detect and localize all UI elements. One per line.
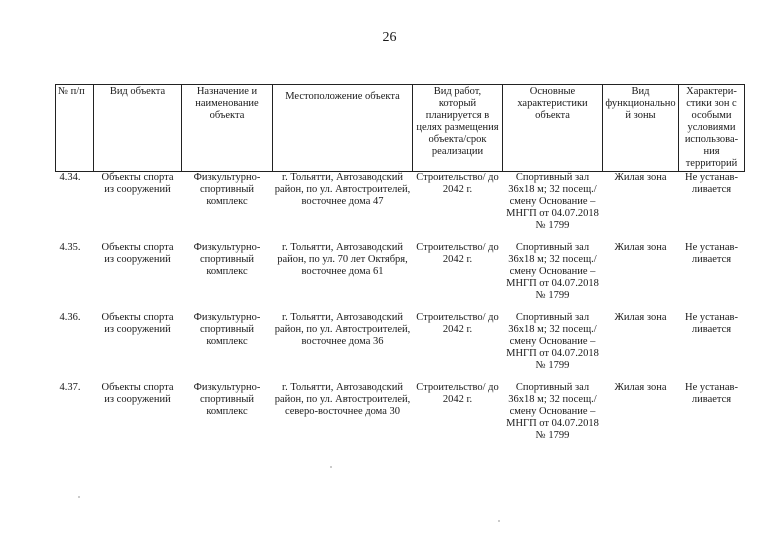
cell-purpose: Физкультурно-спортивный комплекс bbox=[193, 312, 261, 347]
cell-location: г. Тольятти, Автозаводский район, по ул. Автостроителей, восточнее дома 47 bbox=[274, 172, 411, 207]
cell-location: г. Тольятти, Автозаводский район, по ул. Автостроителей, восточнее дома 36 bbox=[274, 312, 411, 347]
cell-special-zones: Не устанав-ливается bbox=[685, 312, 738, 335]
table-header-row bbox=[56, 85, 745, 172]
cell-characteristics: Спортивный зал 36х18 м; 32 посещ./смену Основание – МНГП от 04.07.2018 № 1799 bbox=[506, 242, 599, 301]
cell-works: Строительство/ до 2042 г. bbox=[416, 382, 499, 405]
cell-zone: Жилая зона bbox=[614, 382, 667, 393]
cell-object-type: Объекты спорта из сооружений bbox=[101, 312, 174, 335]
table-row bbox=[56, 382, 745, 452]
table-row bbox=[56, 312, 745, 382]
cell-characteristics: Спортивный зал 36х18 м; 32 посещ./смену Основание – МНГП от 04.07.2018 № 1799 bbox=[506, 172, 599, 231]
cell-location: г. Тольятти, Автозаводский район, по ул. Автостроителей, северо-восточнее дома 30 bbox=[274, 382, 411, 417]
scan-speck bbox=[330, 466, 332, 468]
cell-object-type: Объекты спорта из сооружений bbox=[101, 382, 174, 405]
cell-works: Строительство/ до 2042 г. bbox=[416, 172, 499, 195]
cell-special-zones: Не устанав-ливается bbox=[685, 382, 738, 405]
header-characteristics: Основные характеристики объекта bbox=[503, 85, 603, 172]
cell-works: Строительство/ до 2042 г. bbox=[416, 242, 499, 265]
cell-number: 4.36. bbox=[59, 312, 81, 323]
scan-speck bbox=[78, 496, 80, 498]
cell-purpose: Физкультурно-спортивный комплекс bbox=[193, 382, 261, 417]
cell-number: 4.37. bbox=[59, 382, 81, 393]
table-row bbox=[56, 242, 745, 312]
cell-location: г. Тольятти, Автозаводский район, по ул. 70 лет Октября, восточнее дома 61 bbox=[277, 242, 408, 277]
cell-purpose: Физкультурно-спортивный комплекс bbox=[193, 172, 261, 207]
cell-characteristics: Спортивный зал 36х18 м; 32 посещ./смену Основание – МНГП от 04.07.2018 № 1799 bbox=[506, 382, 599, 441]
cell-object-type: Объекты спорта из сооружений bbox=[101, 242, 174, 265]
cell-number: 4.35. bbox=[59, 242, 81, 253]
header-special-zones: Характери-стики зон с особыми условиями использова-ния территорий bbox=[679, 85, 745, 172]
objects-table bbox=[55, 84, 745, 452]
cell-special-zones: Не устанав-ливается bbox=[685, 242, 738, 265]
cell-works: Строительство/ до 2042 г. bbox=[416, 312, 499, 335]
header-works: Вид работ, который планируется в целях размещения объекта/срок реализации bbox=[413, 85, 503, 172]
table-row bbox=[56, 172, 745, 243]
cell-purpose: Физкультурно-спортивный комплекс bbox=[193, 242, 261, 277]
header-object-type: Вид объекта bbox=[94, 85, 182, 172]
cell-zone: Жилая зона bbox=[614, 242, 667, 253]
scan-speck bbox=[498, 520, 500, 522]
header-number: № п/п bbox=[56, 85, 94, 172]
cell-number: 4.34. bbox=[59, 172, 81, 183]
cell-zone: Жилая зона bbox=[614, 312, 667, 323]
cell-characteristics: Спортивный зал 36х18 м; 32 посещ./смену Основание – МНГП от 04.07.2018 № 1799 bbox=[506, 312, 599, 371]
header-location: Местоположение объекта bbox=[273, 85, 413, 172]
cell-special-zones: Не устанав-ливается bbox=[685, 172, 738, 195]
page-number: 26 bbox=[382, 30, 397, 45]
cell-zone: Жилая зона bbox=[614, 172, 667, 183]
header-purpose: Назначение и наименование объекта bbox=[182, 85, 273, 172]
cell-object-type: Объекты спорта из сооружений bbox=[101, 172, 174, 195]
header-zone: Вид функционально й зоны bbox=[603, 85, 679, 172]
